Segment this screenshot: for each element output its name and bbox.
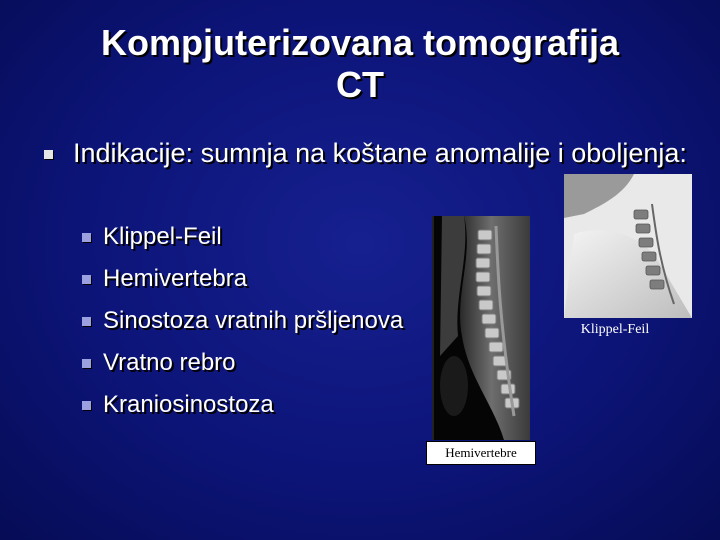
sub-point-text: Vratno rebro [103,349,236,376]
sub-point-text: Sinostoza vratnih pršljenova [103,307,404,334]
bullet-icon [82,401,91,410]
sub-point-text: Kraniosinostoza [103,391,274,418]
list-item [82,342,403,384]
main-bullet-icon [44,150,53,159]
ct-image-caption: Hemivertebre [426,441,536,465]
title-line-1: Kompjuterizovana tomografija [100,22,620,63]
bullet-icon [82,317,91,326]
sub-point-list [82,216,403,426]
ct-scan-image [432,216,530,440]
xray-drawing [564,174,692,318]
list-item [82,300,403,342]
slide-title [0,22,720,106]
xray-image-caption: Klippel-Feil [580,322,650,337]
list-item [82,258,403,300]
bullet-icon [82,275,91,284]
main-point-text: Indikacije: sumnja na koštane anomalije i oboljenja: [73,138,687,168]
list-item [82,216,403,258]
title-line-2: CT [336,64,384,105]
sub-point-text: Klippel-Feil [103,223,222,250]
list-item [82,384,403,426]
bullet-icon [82,359,91,368]
xray-image [564,174,692,318]
ct-scan-drawing [434,216,530,440]
bullet-icon [82,233,91,242]
sub-point-text: Hemivertebra [103,265,248,292]
